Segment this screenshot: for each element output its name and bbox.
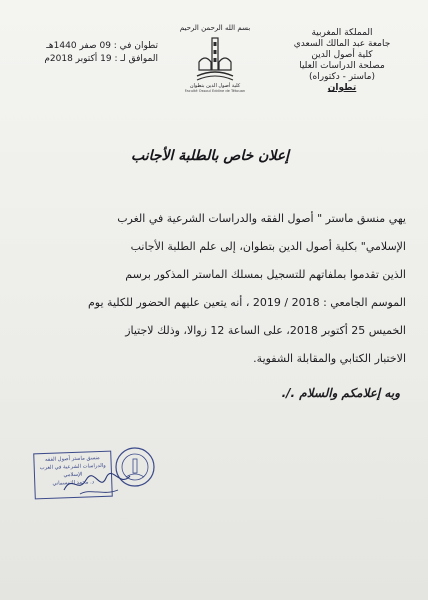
stamp-line: منسق ماستر أصول الفقه	[44, 455, 100, 463]
header-line: مصلحة الدراسات العليا	[299, 61, 385, 71]
announcement-title: إعلان خاص بالطلبة الأجانب	[130, 148, 290, 164]
header-line: جامعة عبد المالك السعدي	[293, 39, 391, 49]
header-line: كلية أصول الدين	[311, 50, 373, 60]
body-line: الموسم الجامعي : 2018 / 2019 ، أنه يتعين عليهم الحضور للكلية يوم	[88, 296, 406, 309]
faculty-logo-icon	[193, 36, 237, 82]
logo-caption-latin: Faculté Ossoul Eddine de Tétouan	[184, 89, 246, 93]
logo-caption: كلية أصول الدين بتطوان	[189, 83, 241, 89]
header-line-city: تطوان	[327, 83, 357, 93]
body-line: الاختبار الكتابي والمقابلة الشفوية.	[253, 352, 406, 365]
body-line: يهي منسق ماستر " أصول الفقه والدراسات الشرعية في الغرب	[117, 212, 406, 225]
stamp-line: د. محمد التمسماني	[52, 479, 95, 487]
closing-line: وبه إعلامكم والسلام ./.	[281, 386, 400, 400]
header-line: (ماستر - دكتوراه)	[309, 72, 375, 82]
date-gregorian: الموافق لـ : 19 أكتوبر 2018م	[44, 54, 158, 64]
header-center	[160, 24, 270, 93]
stamp-line: الإسلامي	[63, 471, 83, 479]
body-line: الإسلامي" بكلية أصول الدين بتطوان، إلى علم الطلبة الأجانب	[130, 240, 406, 253]
date-hijri: تطوان في : 09 صفر 1440هـ	[46, 41, 158, 51]
date-block	[18, 40, 158, 66]
body-line: الذين تقدموا بملفاتهم للتسجيل بمسلك الماستر المذكور برسم	[125, 268, 406, 281]
header-line: المملكة المغربية	[311, 28, 373, 38]
basmala: بسم الله الرحمن الرحيم	[179, 24, 251, 32]
announcement-body	[20, 205, 406, 373]
stamp-line: والدراسات الشرعية في الغرب	[39, 462, 106, 472]
body-line: الخميس 25 أكتوبر 2018، على الساعة 12 زوالا، وذلك لاجتياز	[125, 324, 406, 337]
institution-header	[278, 28, 406, 94]
signature-icon	[60, 470, 140, 498]
